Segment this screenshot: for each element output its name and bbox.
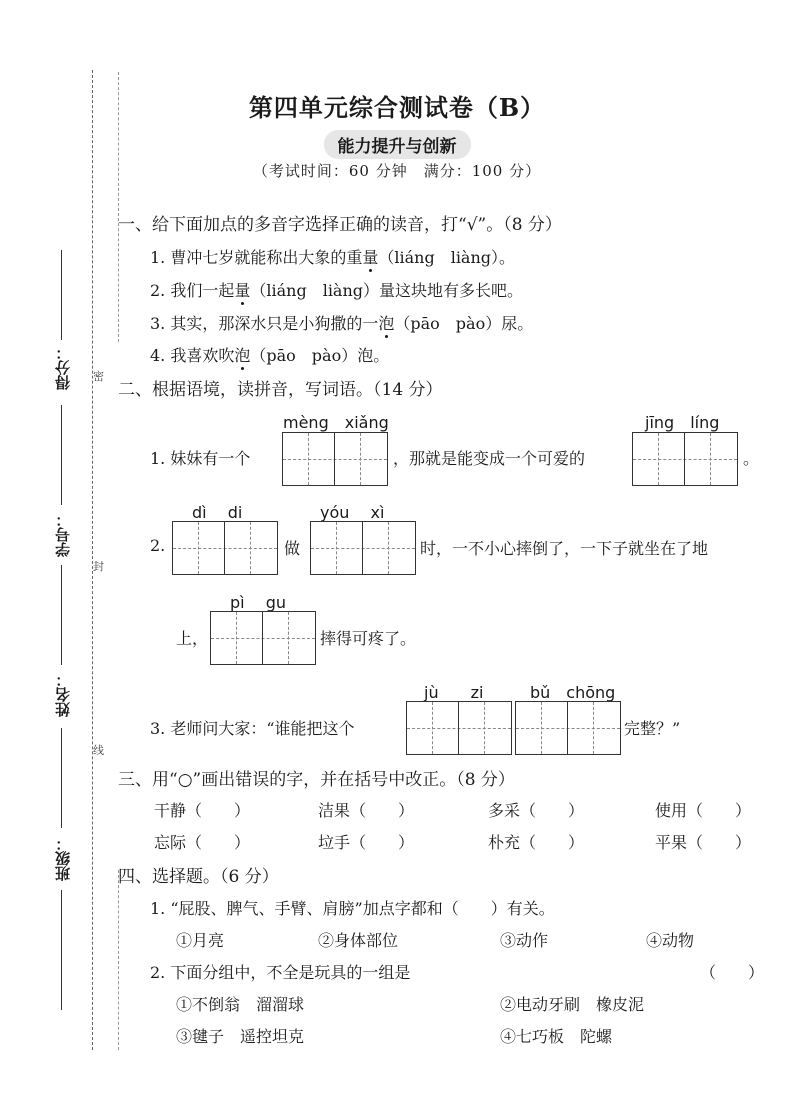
s2-q2-part-b: 做 (284, 539, 301, 558)
s3-item-5[interactable]: 忘际（ ） (154, 833, 251, 852)
section1-title: 一、给下面加点的多音字选择正确的读音，打“√”。（8 分） (118, 215, 562, 235)
s1-question-2: 2. 我们一起量（liáng liàng）量这块地有多长吧。 (150, 281, 524, 300)
s4-q2-option-2[interactable]: ②电动牙刷 橡皮泥 (500, 995, 645, 1014)
s4-q2-answer-paren[interactable]: （ ） (700, 963, 765, 982)
s2-q1-part-b: ，那就是能变成一个可爱的 (393, 449, 586, 468)
s3-item-8[interactable]: 平果（ ） (655, 833, 752, 852)
writing-grid-pigu[interactable] (210, 611, 316, 665)
s3-item-1[interactable]: 干静（ ） (154, 801, 251, 820)
score-blank[interactable] (61, 250, 62, 340)
s1-question-1: 1. 曹冲七岁就能称出大象的重量（liáng liàng）。 (150, 248, 516, 267)
pinyin-juzi: jù zi (424, 683, 484, 702)
s2-q1-part-a: 1. 妹妹有一个 (150, 449, 251, 468)
writing-grid-buchong[interactable] (515, 701, 621, 755)
pinyin-jingling: jīng líng (645, 413, 720, 432)
writing-grid-jingling[interactable] (632, 432, 738, 486)
s2-q2-part-c: 时，一不小心摔倒了，一下子就坐在了地 (420, 539, 709, 558)
score-label: 得分： (54, 345, 72, 390)
s3-item-4[interactable]: 使用（ ） (655, 801, 752, 820)
pinyin-pigu: pì gu (230, 593, 286, 612)
s4-q1-option-1[interactable]: ①月亮 (176, 931, 225, 950)
pinyin-didi: dì di (192, 503, 243, 522)
s3-item-7[interactable]: 朴充（ ） (488, 833, 585, 852)
subtitle-badge: 能力提升与创新 (324, 130, 471, 159)
class-label: 班级： (54, 836, 72, 881)
s4-q2-option-1[interactable]: ①不倒翁 溜溜球 (176, 995, 305, 1014)
margin-inner-line-lower (118, 870, 119, 1050)
writing-grid-mengxiang[interactable] (282, 432, 388, 486)
writing-grid-youxi[interactable] (310, 521, 416, 575)
s4-q2-option-4[interactable]: ④七巧板 陀螺 (500, 1027, 613, 1046)
student-id-label: 学号： (54, 512, 72, 557)
name-label: 姓名： (54, 672, 72, 717)
s4-question-1: 1. “屁股、脾气、手臂、肩膀”加点字都和（ ）有关。 (150, 899, 555, 918)
class-blank[interactable] (61, 890, 62, 1010)
s1-question-3: 3. 其实，那深水只是小狗撒的一泡（pāo pào）尿。 (150, 314, 534, 333)
pinyin-youxi: yóu xì (320, 503, 385, 522)
s2-q2-part-a: 2. (150, 536, 166, 555)
s2-q3-part-a: 3. 老师问大家：“谁能把这个 (150, 719, 355, 738)
pinyin-mengxiang: mèng xiǎng (283, 413, 389, 432)
name-blank[interactable] (61, 728, 62, 828)
s4-q1-option-2[interactable]: ②身体部位 (318, 931, 399, 950)
s4-q2-option-3[interactable]: ③毽子 遥控坦克 (176, 1027, 305, 1046)
s1-question-4: 4. 我喜欢吹泡（pāo pào）泡。 (150, 346, 390, 365)
section3-title: 三、用“○”画出错误的字，并在括号中改正。（8 分） (118, 770, 515, 790)
writing-grid-didi[interactable] (172, 521, 278, 575)
s3-item-6[interactable]: 垃手（ ） (318, 833, 415, 852)
s4-question-2: 2. 下面分组中，不全是玩具的一组是 (150, 963, 411, 982)
writing-grid-juzi[interactable] (406, 701, 512, 755)
seal-mi: 密 (93, 370, 104, 383)
s2-q3-part-b: 完整？” (624, 719, 681, 738)
section2-title: 二、根据语境，读拼音，写词语。（14 分） (118, 380, 443, 400)
s2-q2-part-d: 上， (176, 629, 209, 648)
s3-item-2[interactable]: 洁果（ ） (318, 801, 415, 820)
s4-q1-option-4[interactable]: ④动物 (646, 931, 695, 950)
student-id-blank[interactable] (61, 405, 62, 505)
pinyin-buchong: bǔ chōng (530, 683, 616, 702)
section4-title: 四、选择题。（6 分） (118, 867, 279, 887)
exam-info: （考试时间：60 分钟 满分：100 分） (252, 162, 542, 180)
s2-q1-part-c: 。 (743, 449, 760, 468)
seal-xian: 线 (93, 744, 104, 757)
s2-q2-part-e: 摔得可疼了。 (320, 629, 417, 648)
s4-q1-option-3[interactable]: ③动作 (500, 931, 549, 950)
page-title: 第四单元综合测试卷（B） (248, 93, 546, 122)
student-id-blank-lower[interactable] (61, 565, 62, 665)
seal-feng: 封 (93, 560, 104, 573)
s3-item-3[interactable]: 多采（ ） (488, 801, 585, 820)
